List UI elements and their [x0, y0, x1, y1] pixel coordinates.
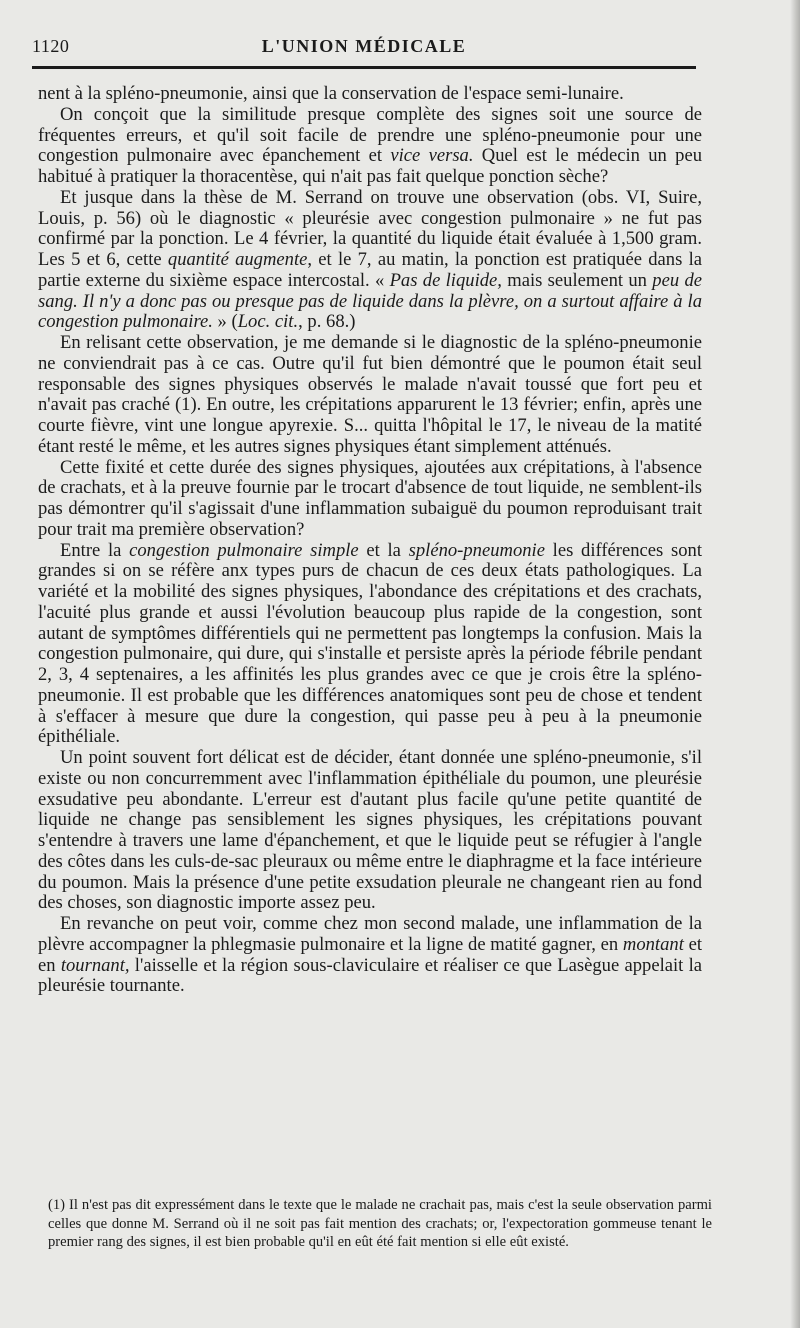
- footnote-text: (1) Il n'est pas dit expressément dans le texte que le malade ne crachait pas, mais c'est la seule observation parmi celles que donne M. Serrand où il ne soit pas fait mention des crachats; or, l'expectoration gommeuse tenant le premier rang des signes, il est bien probable qu'il en eût été fait mention si elle eût existé.: [48, 1197, 712, 1250]
- main-text: [38, 84, 702, 997]
- paragraph: Un point souvent fort délicat est de décider, étant donnée une spléno-pneumonie, s'il existe ou non concurremment avec l'inflammation épithéliale du poumon, une pleurésie exsudative peu abondante. L'erreur est d'autant plus facile qu'une petite quantité de liquide ne change pas sensiblement les signes physiques, les crépitations pouvant s'entendre à travers une lame d'épanchement, et que le liquide peut se réfugier à l'angle des côtes dans les culs-de-sac pleuraux ou même entre le diaphragme et la face intérieure du poumon. Mais la présence d'une petite exsudation pleurale ne changeant rien au fond des choses, son diagnostic importe assez peu.: [38, 747, 702, 914]
- running-title: L'UNION MÉDICALE: [261, 36, 467, 56]
- paragraph: Et jusque dans la thèse de M. Serrand on trouve une observation (obs. VI, Suire, Louis, p. 56) où le diagnostic « pleurésie avec congestion pulmonaire » ne fut pas confirmé par la ponction. Le 4 février, la quantité du liquide était évaluée à 1,500 gram. Les 5 et 6, cette quantité augmente, et le 7, au matin, la ponction est pratiquée dans la partie externe du sixième espace intercostal. « Pas de liquide, mais seulement un peu de sang. Il n'y a donc pas ou presque pas de liquide dans la plèvre, on a surtout affaire à la congestion pulmonaire. » (Loc. cit., p. 68.): [38, 186, 702, 333]
- paragraph: nent à la spléno-pneumonie, ainsi que la conservation de l'espace semi-lunaire.: [38, 83, 624, 104]
- paragraph: En revanche on peut voir, comme chez mon second malade, une inflammation de la plèvre accompagner la phlegmasie pulmonaire et la ligne de matité gagner, en montant et en tournant, l'aisselle et la région sous-claviculaire et réaliser ce que Lasègue appelait la pleurésie tournante.: [38, 913, 703, 997]
- paragraph: En relisant cette observation, je me demande si le diagnostic de la spléno-pneumonie ne conviendrait pas à ce cas. Outre qu'il fut bien démontré que le poumon était seul responsable des signes physiques observés le malade n'avait toussé que fort peu et n'avait pas craché (1). En outre, les crépitations apparurent le 13 février; enfin, après une courte fièvre, vint une longue apyrexie. S... quitta l'hôpital le 17, le niveau de la matité étant resté le même, et les autres signes physiques étant simplement atténués.: [38, 332, 702, 457]
- paragraph: Cette fixité et cette durée des signes physiques, ajoutées aux crépitations, à l'absence de crachats, et à la preuve fournie par le trocart d'absence de tout liquide, ne semblent-ils pas démontrer qu'il s'agissait d'une inflammation subaiguë du poumon reproduisant trait pour trait ma première observation?: [38, 456, 702, 540]
- page-number: 1120: [32, 36, 70, 56]
- page-edge-shadow: [790, 0, 800, 1328]
- header-rule: [32, 66, 696, 69]
- footnote: [48, 1196, 712, 1252]
- paragraph: Entre la congestion pulmonaire simple et la spléno-pneumonie les différences sont grandes si on se réfère anx types purs de chacun de ces deux états pathologiques. La variété et la mobilité des signes physiques, l'abondance des crépitations et des crachats, l'acuité plus grande et aussi l'évolution beaucoup plus rapide de la congestion, sont autant de symptômes différentiels qui ne permettent pas longtemps la confusion. Mais la congestion pulmonaire, qui dure, qui s'installe et persiste après la période fébrile pendant 2, 3, 4 septenaires, a les affinités les plus grandes avec ce que je crois être la spléno-pneumonie. Il est probable que les différences anatomiques sont peu de chose et tendent à s'effacer à mesure que dure la congestion, qui passe peu à peu à la pneumonie épithéliale.: [38, 539, 702, 748]
- paragraph: On conçoit que la similitude presque complète des signes soit une source de fréquentes erreurs, et qu'il soit facile de prendre une spléno-pneumonie pour une congestion pulmonaire avec épanchement et vice versa. Quel est le médecin un peu habitué à pratiquer la thoracentèse, qui n'ait pas fait quelque ponction sèche?: [38, 103, 702, 187]
- page-header: [32, 36, 696, 64]
